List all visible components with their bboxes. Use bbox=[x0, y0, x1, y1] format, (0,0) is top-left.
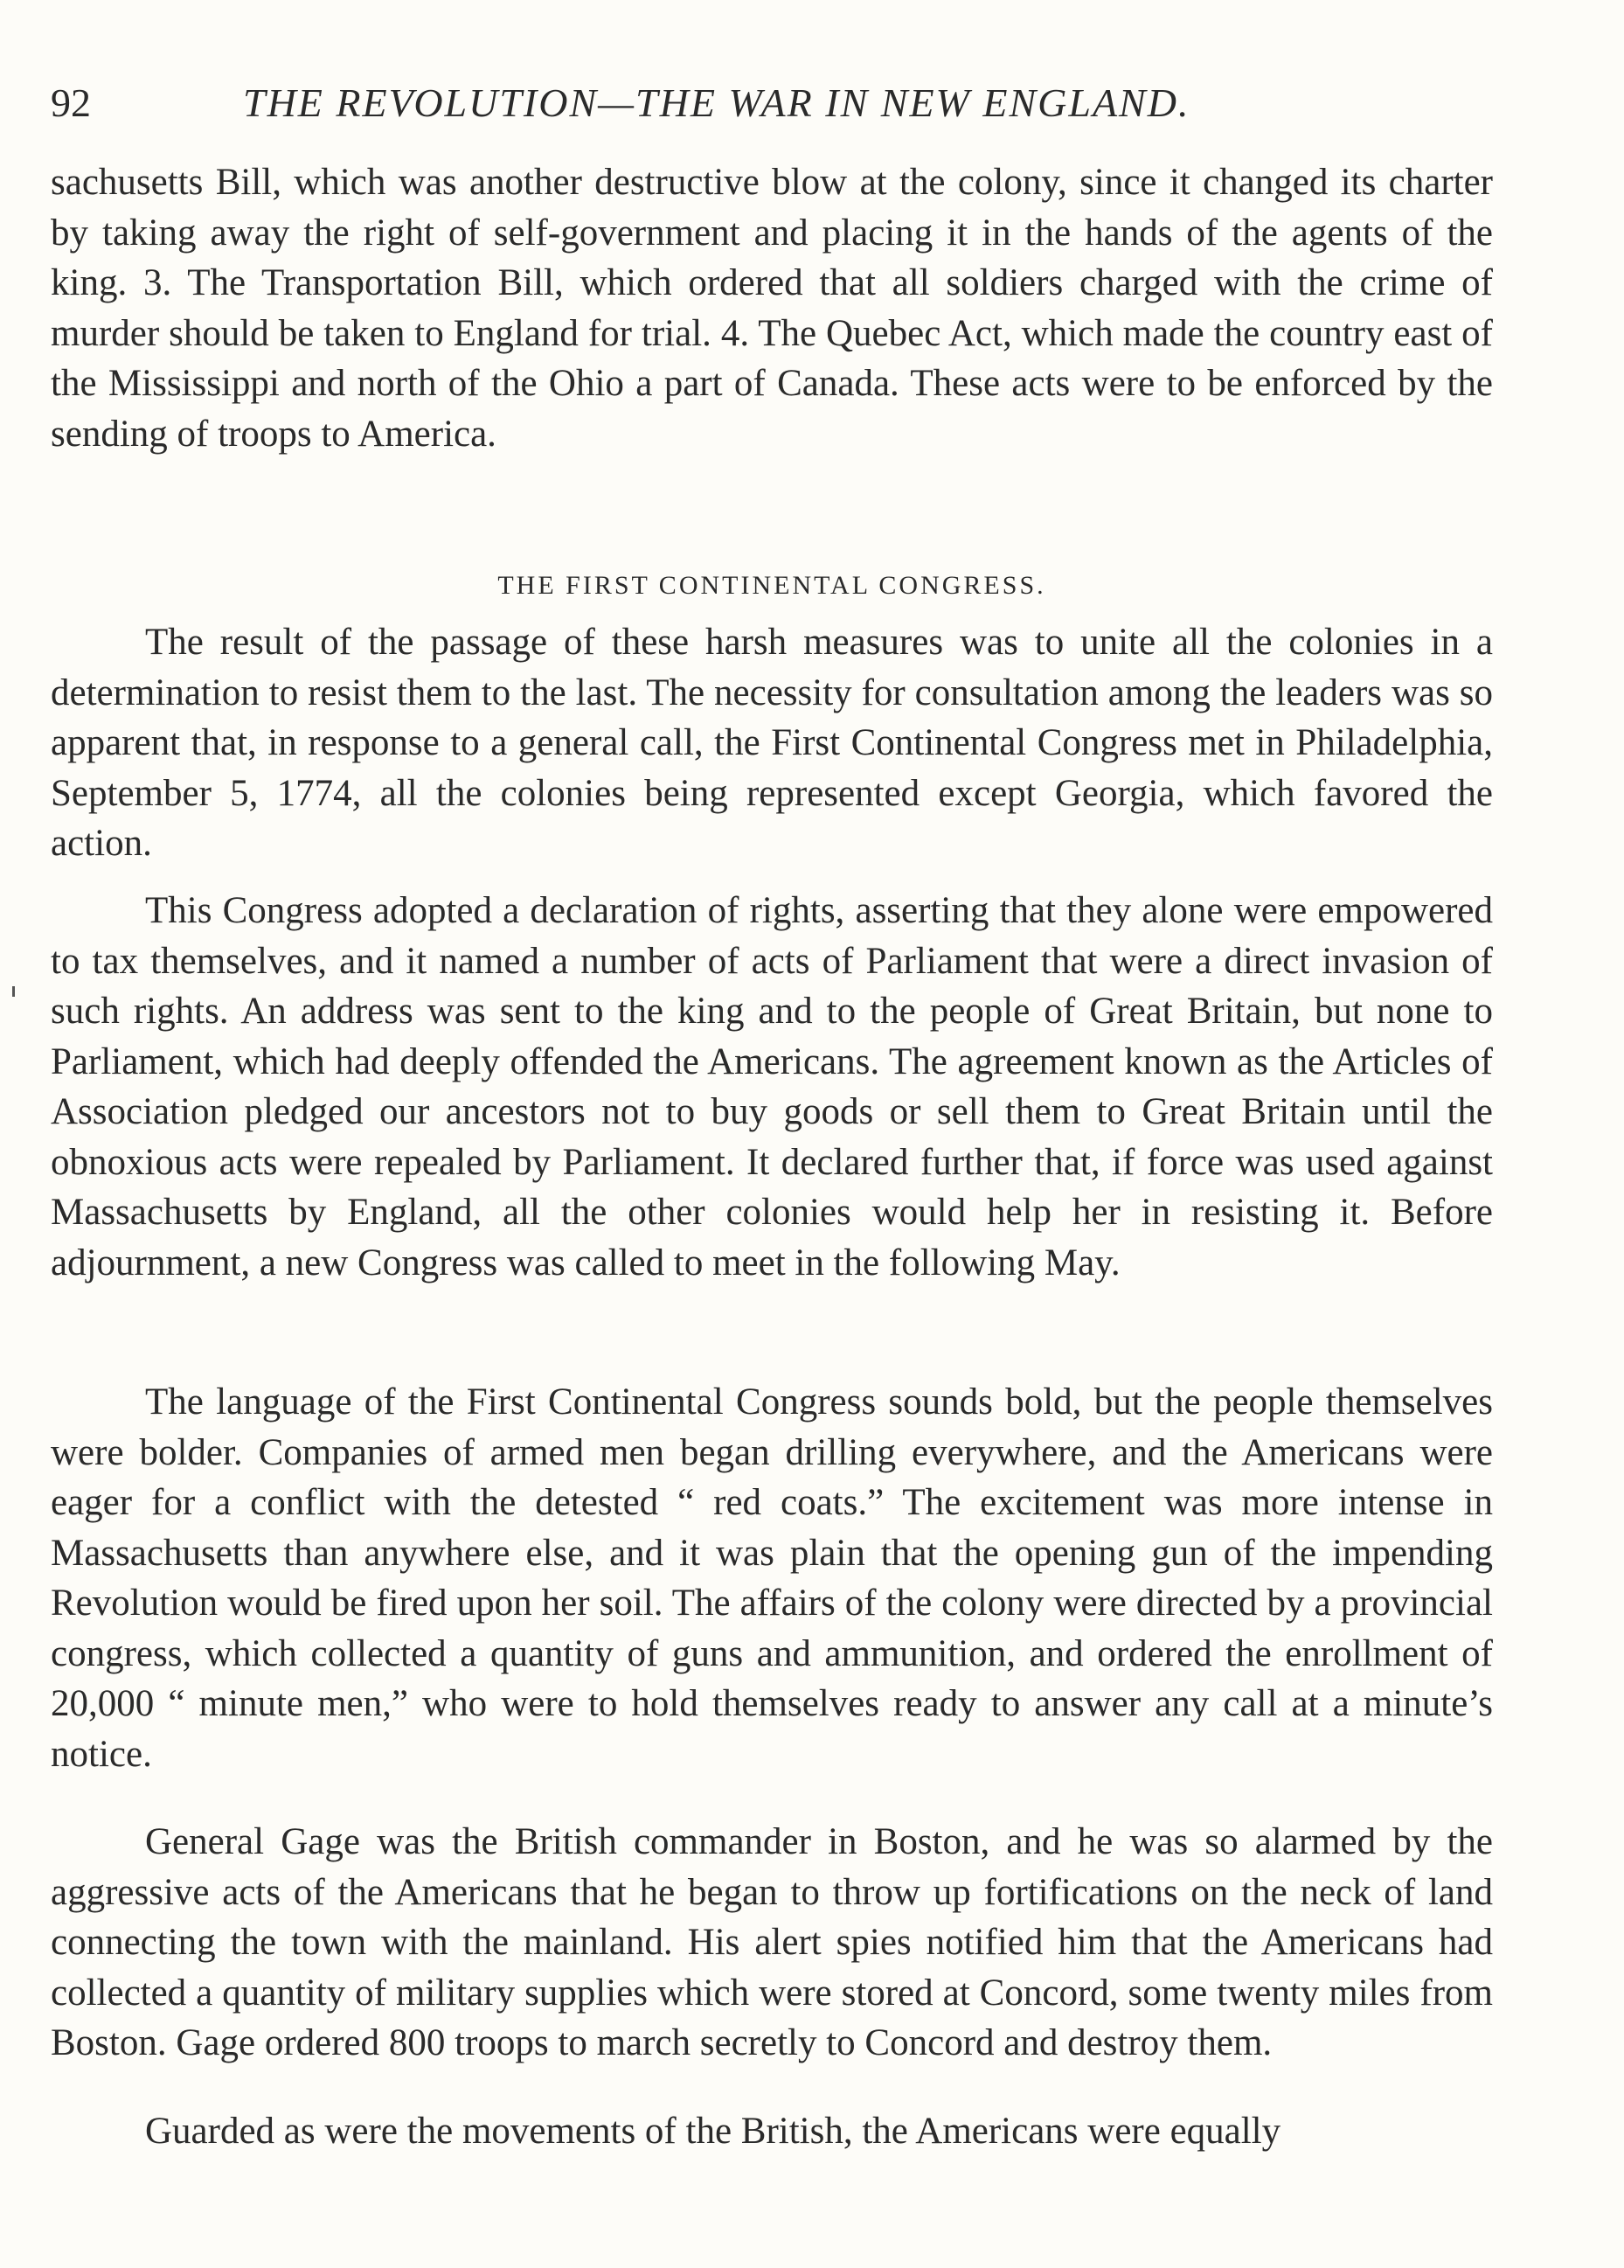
running-head bbox=[51, 77, 1493, 129]
section-paragraph-3 bbox=[51, 1377, 1493, 1779]
paragraph: sachusetts Bill, which was another destructive blow at the colony, since it changed its charter by taking away the right of self-government and placing it in the hands of the agents of the king. 3. The Transportation Bill, which ordered that all soldiers charged with the crime of murder should be taken to England for trial. 4. The Quebec Act, which made the country east of the Mississippi and north of the Ohio a part of Canada. These acts were to be enforced by the sending of troops to America. bbox=[51, 162, 1493, 455]
section-paragraph-5 bbox=[51, 2106, 1493, 2157]
section-heading: THE FIRST CONTINENTAL CONGRESS. bbox=[497, 571, 1046, 600]
section-paragraph-1 bbox=[51, 617, 1493, 869]
margin-mark bbox=[12, 986, 15, 997]
section-paragraph-4 bbox=[51, 1817, 1493, 2069]
paragraph: The result of the passage of these harsh measures was to unite all the colonies in a determination to resist them to the last. The necessity for consultation among the leaders was so apparent that, in response to a general call, the First Continental Congress met in Philadelphia, September 5, 1774, all the colonies being represented except Georgia, which favored the action. bbox=[51, 622, 1493, 864]
opening-paragraph bbox=[51, 157, 1493, 459]
paragraph: This Congress adopted a declaration of rights, asserting that they alone were empowered to tax themselves, and it named a number of acts of Parliament that were a direct invasion of such rights. An address was sent to the king and to the people of Great Britain, but none to Parliament, which had deeply offended the Americans. The agreement known as the Articles of Association pledged our ancestors not to buy goods or sell them to Great Britain until the obnoxious acts were repealed by Parliament. It declared further that, if force was used against Massachusetts by England, all the other colonies would help her in resisting it. Before adjournment, a new Congress was called to meet in the following May. bbox=[51, 890, 1493, 1284]
page-number: 92 bbox=[51, 80, 91, 125]
running-title: THE REVOLUTION—THE WAR IN NEW ENGLAND. bbox=[243, 80, 1190, 125]
paragraph: Guarded as were the movements of the British, the Americans were equally bbox=[145, 2111, 1281, 2152]
section-paragraph-2 bbox=[51, 886, 1493, 1288]
paragraph: The language of the First Continental Congress sounds bold, but the people themselves were bolder. Companies of armed men began drilling everywhere, and the Americans were eager for a conflict with the detested “ red coats.” The excitement was more intense in Massachusetts than anywhere else, and it was plain that the opening gun of the impending Revolution would be fired upon her soil. The affairs of the colony were directed by a provincial congress, which collected a quantity of guns and ammunition, and ordered the enrollment of 20,000 “ minute men,” who were to hold themselves ready to answer any call at a minute’s notice. bbox=[51, 1381, 1493, 1775]
paragraph: General Gage was the British commander in Boston, and he was so alarmed by the aggressive acts of the Americans that he began to throw up fortifications on the neck of land connecting the town with the mainland. His alert spies notified him that the Americans had collected a quantity of military supplies which were stored at Concord, some twenty miles from Boston. Gage ordered 800 troops to march secretly to Concord and destroy them. bbox=[51, 1821, 1493, 2063]
